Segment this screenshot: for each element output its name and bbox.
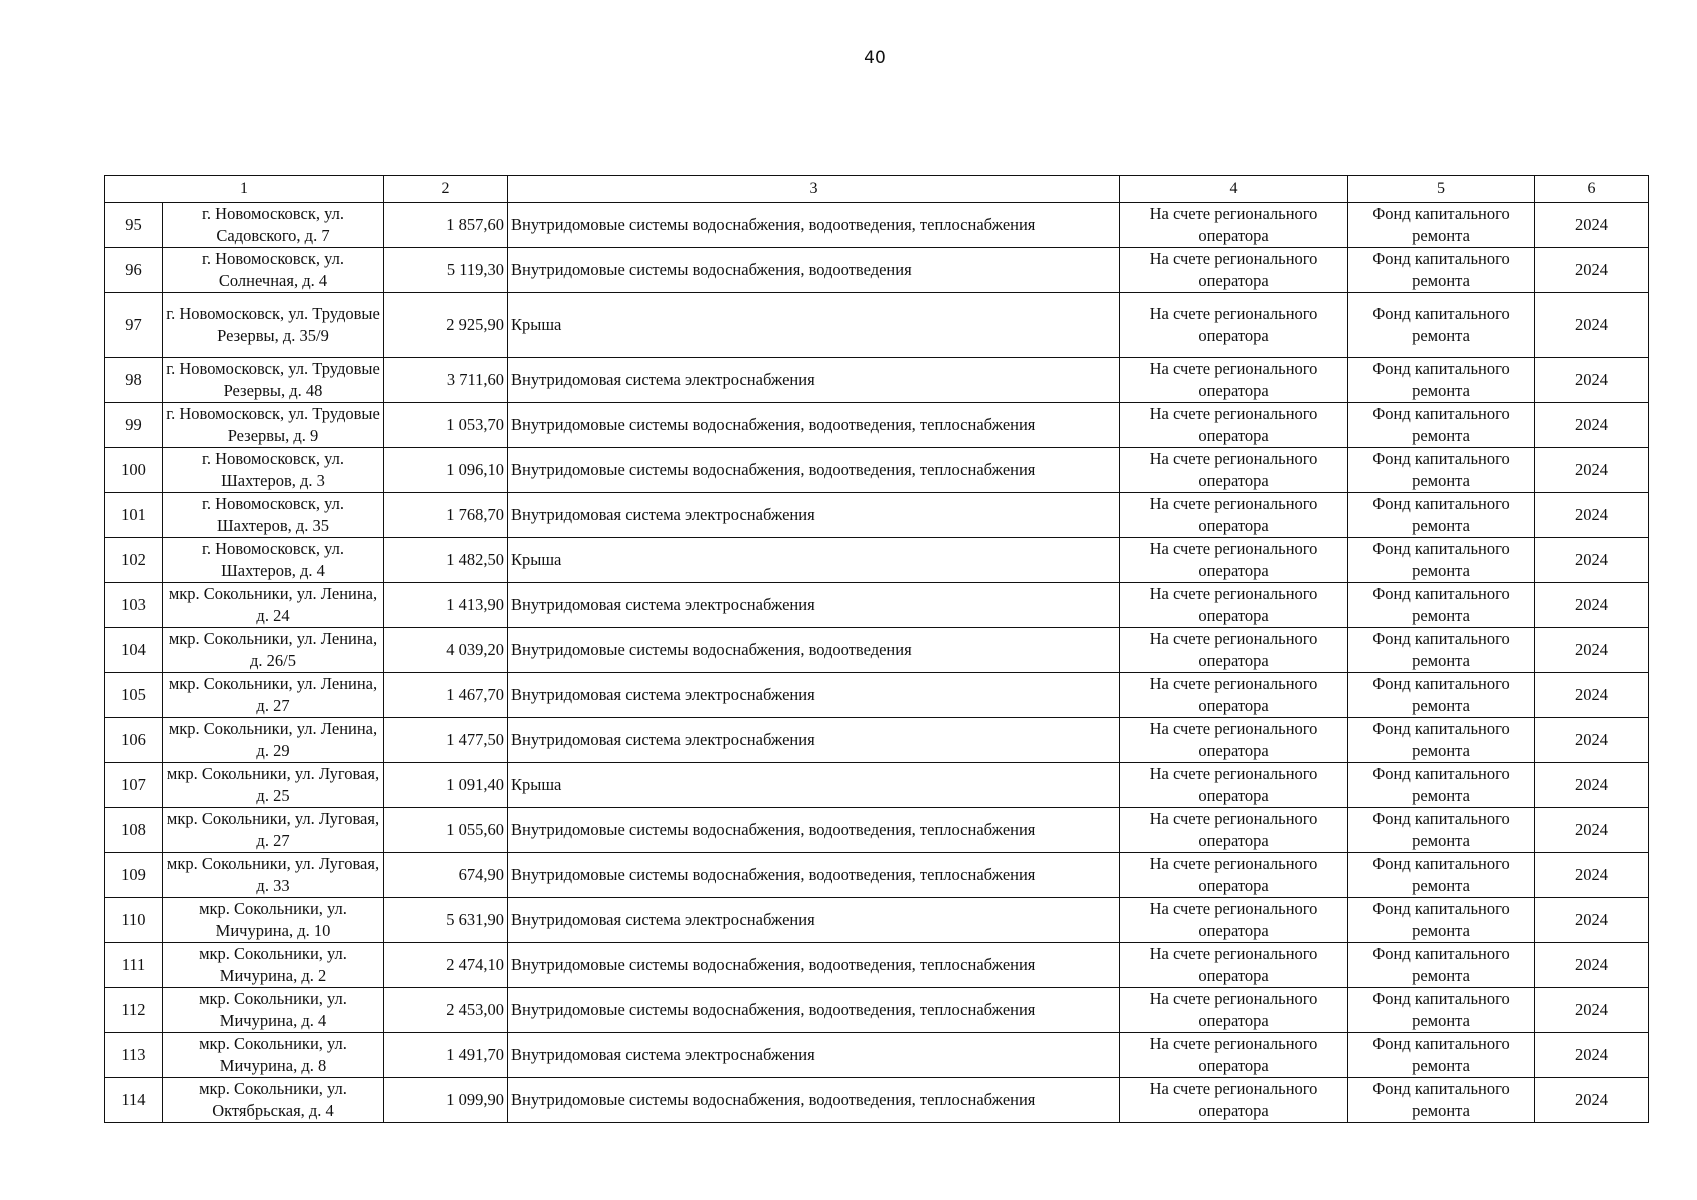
area-cell: 5 631,90 — [384, 898, 508, 943]
fund-account-cell: На счете регионального оператора — [1120, 1078, 1348, 1123]
row-number: 113 — [105, 1033, 163, 1078]
funding-source-cell: Фонд капитального ремонта — [1348, 448, 1535, 493]
address-cell: г. Новомосковск, ул. Трудовые Резервы, д. 35/9 — [163, 293, 384, 358]
address-cell: мкр. Сокольники, ул. Ленина, д. 27 — [163, 673, 384, 718]
funding-source-cell: Фонд капитального ремонта — [1348, 538, 1535, 583]
row-number: 114 — [105, 1078, 163, 1123]
work-type-cell: Внутридомовые системы водоснабжения, водоотведения, теплоснабжения — [508, 203, 1120, 248]
fund-account-cell: На счете регионального оператора — [1120, 943, 1348, 988]
row-number: 102 — [105, 538, 163, 583]
funding-source-cell: Фонд капитального ремонта — [1348, 248, 1535, 293]
funding-source-cell: Фонд капитального ремонта — [1348, 718, 1535, 763]
column-header-2: 2 — [384, 176, 508, 203]
column-header-6: 6 — [1535, 176, 1649, 203]
fund-account-cell: На счете регионального оператора — [1120, 403, 1348, 448]
work-type-cell: Внутридомовая система электроснабжения — [508, 718, 1120, 763]
fund-account-cell: На счете регионального оператора — [1120, 718, 1348, 763]
fund-account-cell: На счете регионального оператора — [1120, 763, 1348, 808]
area-cell: 2 474,10 — [384, 943, 508, 988]
work-type-cell: Внутридомовые системы водоснабжения, водоотведения — [508, 628, 1120, 673]
row-number: 104 — [105, 628, 163, 673]
column-header-1: 1 — [105, 176, 384, 203]
address-cell: мкр. Сокольники, ул. Октябрьская, д. 4 — [163, 1078, 384, 1123]
table-row — [105, 248, 1649, 293]
fund-account-cell: На счете регионального оператора — [1120, 988, 1348, 1033]
work-type-cell: Внутридомовые системы водоснабжения, водоотведения, теплоснабжения — [508, 943, 1120, 988]
work-type-cell: Внутридомовые системы водоснабжения, водоотведения, теплоснабжения — [508, 853, 1120, 898]
table-row — [105, 583, 1649, 628]
year-cell: 2024 — [1535, 628, 1649, 673]
row-number: 103 — [105, 583, 163, 628]
area-cell: 1 482,50 — [384, 538, 508, 583]
table-row — [105, 203, 1649, 248]
funding-source-cell: Фонд капитального ремонта — [1348, 403, 1535, 448]
fund-account-cell: На счете регионального оператора — [1120, 853, 1348, 898]
row-number: 100 — [105, 448, 163, 493]
fund-account-cell: На счете регионального оператора — [1120, 293, 1348, 358]
fund-account-cell: На счете регионального оператора — [1120, 583, 1348, 628]
page-number: 40 — [864, 48, 886, 68]
fund-account-cell: На счете регионального оператора — [1120, 203, 1348, 248]
table-row — [105, 628, 1649, 673]
fund-account-cell: На счете регионального оператора — [1120, 673, 1348, 718]
work-type-cell: Внутридомовые системы водоснабжения, водоотведения, теплоснабжения — [508, 988, 1120, 1033]
year-cell: 2024 — [1535, 1078, 1649, 1123]
table-row — [105, 493, 1649, 538]
row-number: 106 — [105, 718, 163, 763]
area-cell: 1 477,50 — [384, 718, 508, 763]
area-cell: 2 453,00 — [384, 988, 508, 1033]
area-cell: 5 119,30 — [384, 248, 508, 293]
work-type-cell: Крыша — [508, 293, 1120, 358]
row-number: 99 — [105, 403, 163, 448]
address-cell: г. Новомосковск, ул. Шахтеров, д. 3 — [163, 448, 384, 493]
funding-source-cell: Фонд капитального ремонта — [1348, 943, 1535, 988]
funding-source-cell: Фонд капитального ремонта — [1348, 853, 1535, 898]
year-cell: 2024 — [1535, 358, 1649, 403]
table-row — [105, 808, 1649, 853]
area-cell: 1 096,10 — [384, 448, 508, 493]
work-type-cell: Внутридомовая система электроснабжения — [508, 673, 1120, 718]
table-row — [105, 718, 1649, 763]
funding-source-cell: Фонд капитального ремонта — [1348, 583, 1535, 628]
area-cell: 1 467,70 — [384, 673, 508, 718]
row-number: 108 — [105, 808, 163, 853]
funding-source-cell: Фонд капитального ремонта — [1348, 898, 1535, 943]
funding-source-cell: Фонд капитального ремонта — [1348, 673, 1535, 718]
area-cell: 1 857,60 — [384, 203, 508, 248]
address-cell: мкр. Сокольники, ул. Ленина, д. 29 — [163, 718, 384, 763]
work-type-cell: Внутридомовые системы водоснабжения, водоотведения, теплоснабжения — [508, 448, 1120, 493]
column-header-3: 3 — [508, 176, 1120, 203]
year-cell: 2024 — [1535, 988, 1649, 1033]
row-number: 107 — [105, 763, 163, 808]
address-cell: мкр. Сокольники, ул. Мичурина, д. 8 — [163, 1033, 384, 1078]
column-header-5: 5 — [1348, 176, 1535, 203]
area-cell: 1 053,70 — [384, 403, 508, 448]
year-cell: 2024 — [1535, 203, 1649, 248]
fund-account-cell: На счете регионального оператора — [1120, 448, 1348, 493]
column-header-4: 4 — [1120, 176, 1348, 203]
row-number: 111 — [105, 943, 163, 988]
work-type-cell: Внутридомовые системы водоснабжения, водоотведения — [508, 248, 1120, 293]
year-cell: 2024 — [1535, 673, 1649, 718]
table-row — [105, 673, 1649, 718]
work-type-cell: Крыша — [508, 763, 1120, 808]
year-cell: 2024 — [1535, 763, 1649, 808]
fund-account-cell: На счете регионального оператора — [1120, 808, 1348, 853]
table-row — [105, 763, 1649, 808]
address-cell: мкр. Сокольники, ул. Луговая, д. 33 — [163, 853, 384, 898]
area-cell: 3 711,60 — [384, 358, 508, 403]
table-row — [105, 853, 1649, 898]
address-cell: мкр. Сокольники, ул. Луговая, д. 25 — [163, 763, 384, 808]
table-body — [105, 176, 1649, 1123]
funding-source-cell: Фонд капитального ремонта — [1348, 628, 1535, 673]
fund-account-cell: На счете регионального оператора — [1120, 493, 1348, 538]
work-type-cell: Внутридомовая система электроснабжения — [508, 898, 1120, 943]
fund-account-cell: На счете регионального оператора — [1120, 1033, 1348, 1078]
year-cell: 2024 — [1535, 853, 1649, 898]
area-cell: 2 925,90 — [384, 293, 508, 358]
year-cell: 2024 — [1535, 583, 1649, 628]
row-number: 110 — [105, 898, 163, 943]
year-cell: 2024 — [1535, 898, 1649, 943]
year-cell: 2024 — [1535, 493, 1649, 538]
funding-source-cell: Фонд капитального ремонта — [1348, 203, 1535, 248]
fund-account-cell: На счете регионального оператора — [1120, 628, 1348, 673]
area-cell: 1 099,90 — [384, 1078, 508, 1123]
year-cell: 2024 — [1535, 403, 1649, 448]
row-number: 112 — [105, 988, 163, 1033]
address-cell: г. Новомосковск, ул. Садовского, д. 7 — [163, 203, 384, 248]
fund-account-cell: На счете регионального оператора — [1120, 248, 1348, 293]
row-number: 98 — [105, 358, 163, 403]
work-type-cell: Внутридомовые системы водоснабжения, водоотведения, теплоснабжения — [508, 403, 1120, 448]
work-type-cell: Внутридомовая система электроснабжения — [508, 493, 1120, 538]
table-row — [105, 538, 1649, 583]
address-cell: г. Новомосковск, ул. Трудовые Резервы, д. 48 — [163, 358, 384, 403]
address-cell: г. Новомосковск, ул. Трудовые Резервы, д. 9 — [163, 403, 384, 448]
area-cell: 4 039,20 — [384, 628, 508, 673]
work-type-cell: Внутридомовые системы водоснабжения, водоотведения, теплоснабжения — [508, 808, 1120, 853]
funding-source-cell: Фонд капитального ремонта — [1348, 493, 1535, 538]
address-cell: мкр. Сокольники, ул. Ленина, д. 26/5 — [163, 628, 384, 673]
year-cell: 2024 — [1535, 448, 1649, 493]
funding-source-cell: Фонд капитального ремонта — [1348, 1033, 1535, 1078]
area-cell: 1 055,60 — [384, 808, 508, 853]
work-type-cell: Крыша — [508, 538, 1120, 583]
year-cell: 2024 — [1535, 293, 1649, 358]
capital-repair-table — [104, 175, 1649, 1123]
funding-source-cell: Фонд капитального ремонта — [1348, 358, 1535, 403]
row-number: 101 — [105, 493, 163, 538]
table-row — [105, 988, 1649, 1033]
funding-source-cell: Фонд капитального ремонта — [1348, 1078, 1535, 1123]
funding-source-cell: Фонд капитального ремонта — [1348, 763, 1535, 808]
table-row — [105, 943, 1649, 988]
funding-source-cell: Фонд капитального ремонта — [1348, 293, 1535, 358]
work-type-cell: Внутридомовая система электроснабжения — [508, 583, 1120, 628]
table-row — [105, 448, 1649, 493]
address-cell: г. Новомосковск, ул. Солнечная, д. 4 — [163, 248, 384, 293]
area-cell: 1 091,40 — [384, 763, 508, 808]
row-number: 105 — [105, 673, 163, 718]
funding-source-cell: Фонд капитального ремонта — [1348, 808, 1535, 853]
table-row — [105, 293, 1649, 358]
row-number: 97 — [105, 293, 163, 358]
fund-account-cell: На счете регионального оператора — [1120, 358, 1348, 403]
area-cell: 674,90 — [384, 853, 508, 898]
table-row — [105, 1033, 1649, 1078]
year-cell: 2024 — [1535, 248, 1649, 293]
year-cell: 2024 — [1535, 1033, 1649, 1078]
table-row — [105, 1078, 1649, 1123]
row-number: 95 — [105, 203, 163, 248]
address-cell: мкр. Сокольники, ул. Луговая, д. 27 — [163, 808, 384, 853]
year-cell: 2024 — [1535, 808, 1649, 853]
address-cell: мкр. Сокольники, ул. Мичурина, д. 4 — [163, 988, 384, 1033]
work-type-cell: Внутридомовые системы водоснабжения, водоотведения, теплоснабжения — [508, 1078, 1120, 1123]
work-type-cell: Внутридомовая система электроснабжения — [508, 358, 1120, 403]
row-number: 109 — [105, 853, 163, 898]
fund-account-cell: На счете регионального оператора — [1120, 898, 1348, 943]
address-cell: г. Новомосковск, ул. Шахтеров, д. 4 — [163, 538, 384, 583]
address-cell: мкр. Сокольники, ул. Мичурина, д. 2 — [163, 943, 384, 988]
address-cell: мкр. Сокольники, ул. Ленина, д. 24 — [163, 583, 384, 628]
address-cell: г. Новомосковск, ул. Шахтеров, д. 35 — [163, 493, 384, 538]
table-row — [105, 403, 1649, 448]
area-cell: 1 768,70 — [384, 493, 508, 538]
table-row — [105, 358, 1649, 403]
area-cell: 1 491,70 — [384, 1033, 508, 1078]
funding-source-cell: Фонд капитального ремонта — [1348, 988, 1535, 1033]
address-cell: мкр. Сокольники, ул. Мичурина, д. 10 — [163, 898, 384, 943]
year-cell: 2024 — [1535, 943, 1649, 988]
area-cell: 1 413,90 — [384, 583, 508, 628]
year-cell: 2024 — [1535, 718, 1649, 763]
table-row — [105, 898, 1649, 943]
row-number: 96 — [105, 248, 163, 293]
work-type-cell: Внутридомовая система электроснабжения — [508, 1033, 1120, 1078]
column-number-row — [105, 176, 1649, 203]
fund-account-cell: На счете регионального оператора — [1120, 538, 1348, 583]
year-cell: 2024 — [1535, 538, 1649, 583]
